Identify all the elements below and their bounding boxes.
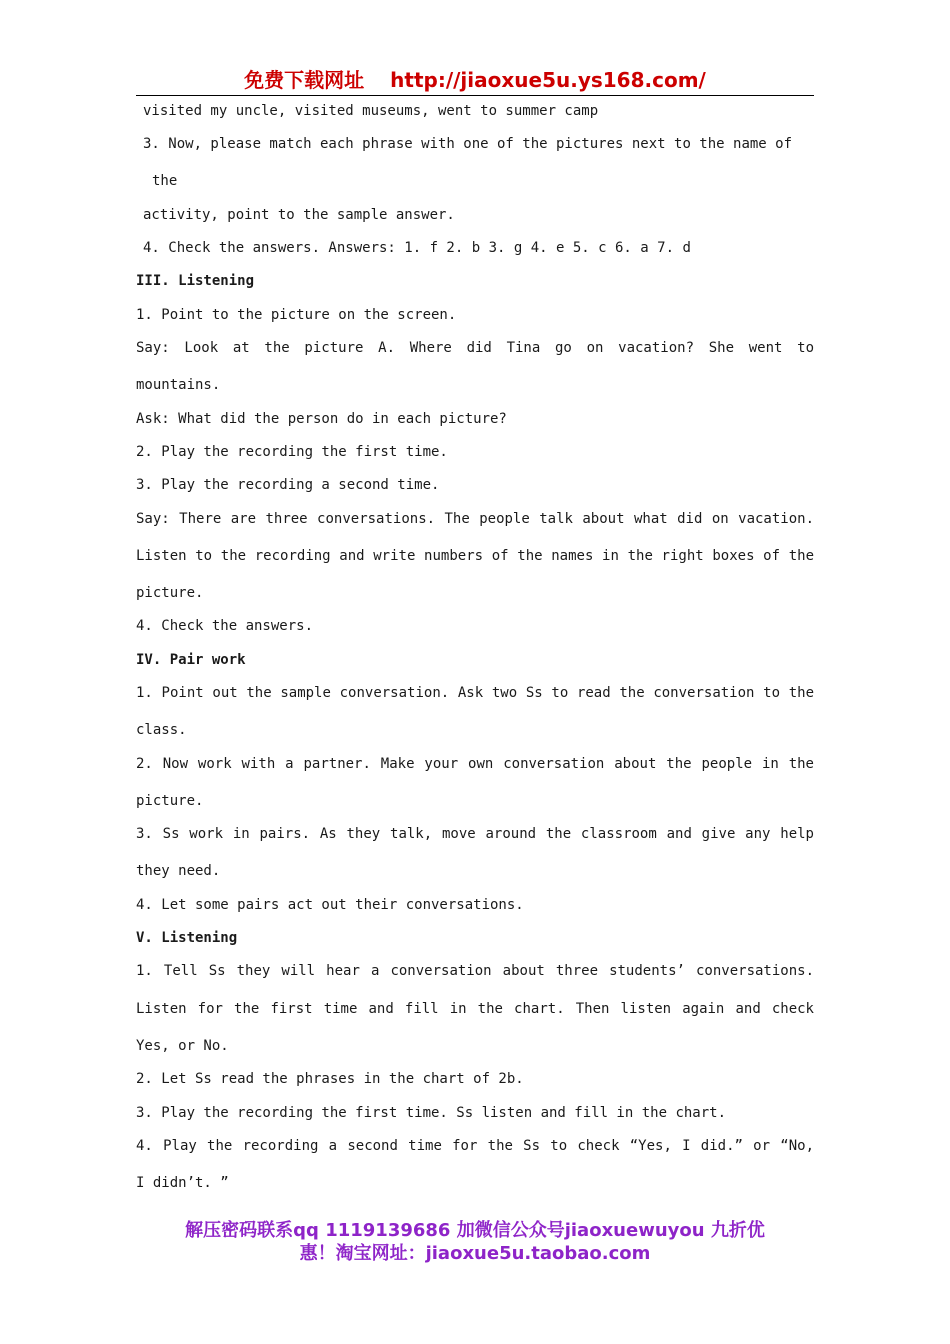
text-line: 1. Point to the picture on the screen.: [136, 307, 457, 323]
text-line: the: [152, 173, 178, 189]
text-line: Listen to the recording and write numbers of the names in the right boxes of the: [136, 548, 814, 564]
page-header: [136, 66, 814, 94]
text-line: 3. Play the recording the first time. Ss listen and fill in the chart.: [136, 1105, 727, 1121]
text-line: class.: [136, 722, 187, 738]
text-line: Listen for the first time and fill in the chart. Then listen again and check: [136, 1001, 814, 1017]
text-line: 2. Now work with a partner. Make your own conversation about the people in the: [136, 756, 814, 772]
footer-line-2: 惠！淘宝网址：jiaoxue5u.taobao.com: [299, 1243, 651, 1264]
text-line: they need.: [136, 863, 221, 879]
text-line: 4. Check the answers.: [136, 618, 314, 634]
text-line: 3. Ss work in pairs. As they talk, move around the classroom and give any help: [136, 826, 814, 842]
text-line: visited my uncle, visited museums, went to summer camp: [143, 103, 599, 119]
text-line: mountains.: [136, 377, 221, 393]
text-line: I didn’t. ”: [136, 1175, 229, 1191]
section-heading: IV. Pair work: [136, 652, 246, 668]
text-line: 1. Tell Ss they will hear a conversation about three students’ conversations.: [136, 963, 814, 979]
text-line: 4. Let some pairs act out their conversations.: [136, 897, 524, 913]
text-line: Say: There are three conversations. The people talk about what did on vacation.: [136, 511, 814, 527]
text-line: picture.: [136, 793, 204, 809]
text-line: 2. Play the recording the first time.: [136, 444, 448, 460]
text-line: 3. Now, please match each phrase with one of the pictures next to the name of: [143, 136, 793, 152]
header-url[interactable]: http://jiaoxue5u.ys168.com/: [390, 68, 706, 92]
text-line: Say: Look at the picture A. Where did Tina go on vacation? She went to: [136, 340, 814, 356]
text-line: Yes, or No.: [136, 1038, 229, 1054]
text-line: picture.: [136, 585, 204, 601]
text-line: 1. Point out the sample conversation. Ask two Ss to read the conversation to the: [136, 685, 814, 701]
text-line: 2. Let Ss read the phrases in the chart of 2b.: [136, 1071, 524, 1087]
text-line: Ask: What did the person do in each picture?: [136, 411, 507, 427]
section-heading: V. Listening: [136, 930, 238, 946]
section-heading: III. Listening: [136, 273, 255, 289]
text-line: activity, point to the sample answer.: [143, 207, 455, 223]
header-divider: [136, 95, 814, 96]
text-line: 4. Check the answers. Answers: 1. f 2. b 3. g 4. e 5. c 6. a 7. d: [143, 240, 691, 256]
text-line: 4. Play the recording a second time for the Ss to check “Yes, I did.” or “No,: [136, 1138, 814, 1154]
header-label: 免费下载网址: [244, 68, 365, 92]
text-line: 3. Play the recording a second time.: [136, 477, 440, 493]
footer-line-1: 解压密码联系qq 1119139686 加微信公众号jiaoxuewuyou 九折优: [185, 1220, 765, 1241]
